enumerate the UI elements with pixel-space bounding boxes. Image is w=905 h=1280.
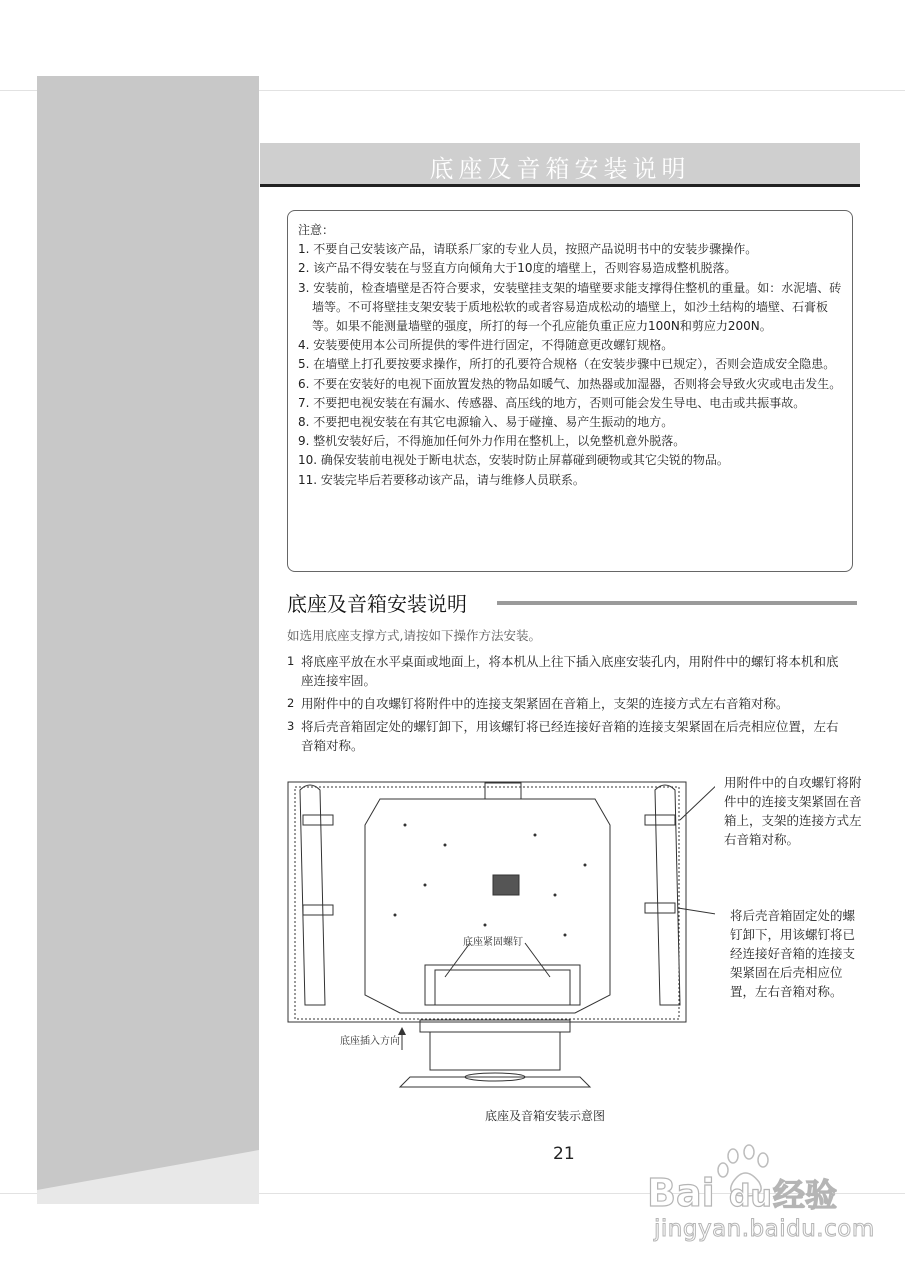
step-text: 用附件中的自攻螺钉将附件中的连接支架紧固在音箱上，支架的连接方式左右音箱对称。	[301, 696, 789, 711]
notice-item: 1. 不要自己安装该产品，请联系厂家的专业人员，按照产品说明书中的安装步骤操作。	[298, 242, 758, 257]
label-base-screws: 底座紧固螺钉	[463, 937, 523, 948]
step-item	[287, 652, 847, 690]
baidu-watermark-logo	[645, 1140, 860, 1215]
notice-box	[287, 210, 853, 572]
right-speaker	[655, 785, 680, 1005]
step-text: 将后壳音箱固定处的螺钉卸下，用该螺钉将已经连接好音箱的连接支架紧固在后壳相应位置，左右音箱对称。	[301, 719, 839, 753]
step-number: 1	[287, 654, 295, 668]
left-speaker	[300, 785, 325, 1005]
notice-heading: 注意：	[298, 223, 335, 237]
tv-top-bracket	[485, 783, 521, 799]
notice-item: 10. 确保安装前电视处于断电状态，安装时防止屏幕碰到硬物或其它尖锐的物品。	[298, 453, 729, 468]
watermark-url: jingyan.baidu.com	[654, 1216, 875, 1242]
page-number: 21	[553, 1144, 575, 1164]
callout-speaker-bracket: 用附件中的自攻螺钉将附件中的连接支架紧固在音箱上，支架的连接方式左右音箱对称。	[724, 775, 862, 847]
watermark-brand-suffix: du	[729, 1179, 772, 1214]
notice-item: 11. 安装完毕后若要移动该产品，请与维修人员联系。	[298, 472, 585, 487]
installation-diagram	[285, 765, 715, 1100]
section-rule	[497, 601, 857, 605]
notice-item: 3. 安装前，检查墙壁是否符合要求，安装壁挂支架的墙壁要求能支撑得住整机的重量。如：水泥墙、砖墙等。不可将壁挂支架安装于质地松软的或者容易造成松动的墙壁上，如沙土结构的墙壁、石膏板等。如果不能测量墙壁的强度，所打的每一个孔应能负重正应力100N和剪应力200N。	[298, 280, 842, 334]
watermark-brand-cn: 经验	[773, 1176, 838, 1214]
base-neck-outline	[425, 965, 580, 1005]
watermark-brand-prefix: Bai	[647, 1171, 715, 1215]
step-text: 将底座平放在水平桌面或地面上，将本机从上往下插入底座安装孔内，用附件中的螺钉将本机和底座连接牢固。	[301, 654, 839, 688]
notice-list	[298, 240, 842, 490]
tv-back-cover	[365, 799, 610, 1013]
notice-item: 7. 不要把电视安装在有漏水、传感器、高压线的地方，否则可能会发生导电、电击或共振事故。	[298, 395, 806, 410]
section-title: 底座及音箱安装说明	[287, 592, 467, 616]
step-item	[287, 717, 847, 755]
side-band	[37, 76, 259, 1204]
base-plate	[400, 1077, 590, 1087]
tv-label-plate	[493, 875, 519, 895]
step-list	[287, 652, 847, 759]
notice-item: 9. 整机安装好后，不得施加任何外力作用在整机上，以免整机意外脱落。	[298, 434, 686, 449]
callout-back-cover-screws: 将后壳音箱固定处的螺钉卸下，用该螺钉将已经连接好音箱的连接支架紧固在后壳相应位置，左右音箱对称。	[730, 908, 856, 999]
notice-item: 4. 安装要使用本公司所提供的零件进行固定，不得随意更改螺钉规格。	[298, 338, 674, 353]
label-insert-direction: 底座插入方向	[340, 1036, 400, 1047]
notice-item: 5. 在墙壁上打孔要按要求操作，所打的孔要符合规格（在安装步骤中已规定），否则会造成安全隐患。	[298, 357, 836, 372]
notice-item: 6. 不要在安装好的电视下面放置发热的物品如暖气、加热器或加湿器，否则将会导致火灾或电击发生。	[298, 376, 842, 391]
page-title: 底座及音箱安装说明	[429, 155, 691, 183]
figure-caption: 底座及音箱安装示意图	[485, 1109, 606, 1123]
notice-item: 8. 不要把电视安装在有其它电源输入、易于碰撞、易产生振动的地方。	[298, 415, 674, 430]
title-bar	[260, 143, 860, 187]
step-number: 2	[287, 696, 295, 710]
step-item	[287, 694, 847, 713]
notice-item: 2. 该产品不得安装在与竖直方向倾角大于10度的墙壁上，否则容易造成整机脱落。	[298, 261, 737, 276]
side-band-corner	[37, 1150, 259, 1204]
tv-outline	[288, 782, 686, 1022]
step-number: 3	[287, 719, 295, 733]
section-intro: 如选用底座支撑方式,请按如下操作方法安装。	[287, 628, 541, 643]
